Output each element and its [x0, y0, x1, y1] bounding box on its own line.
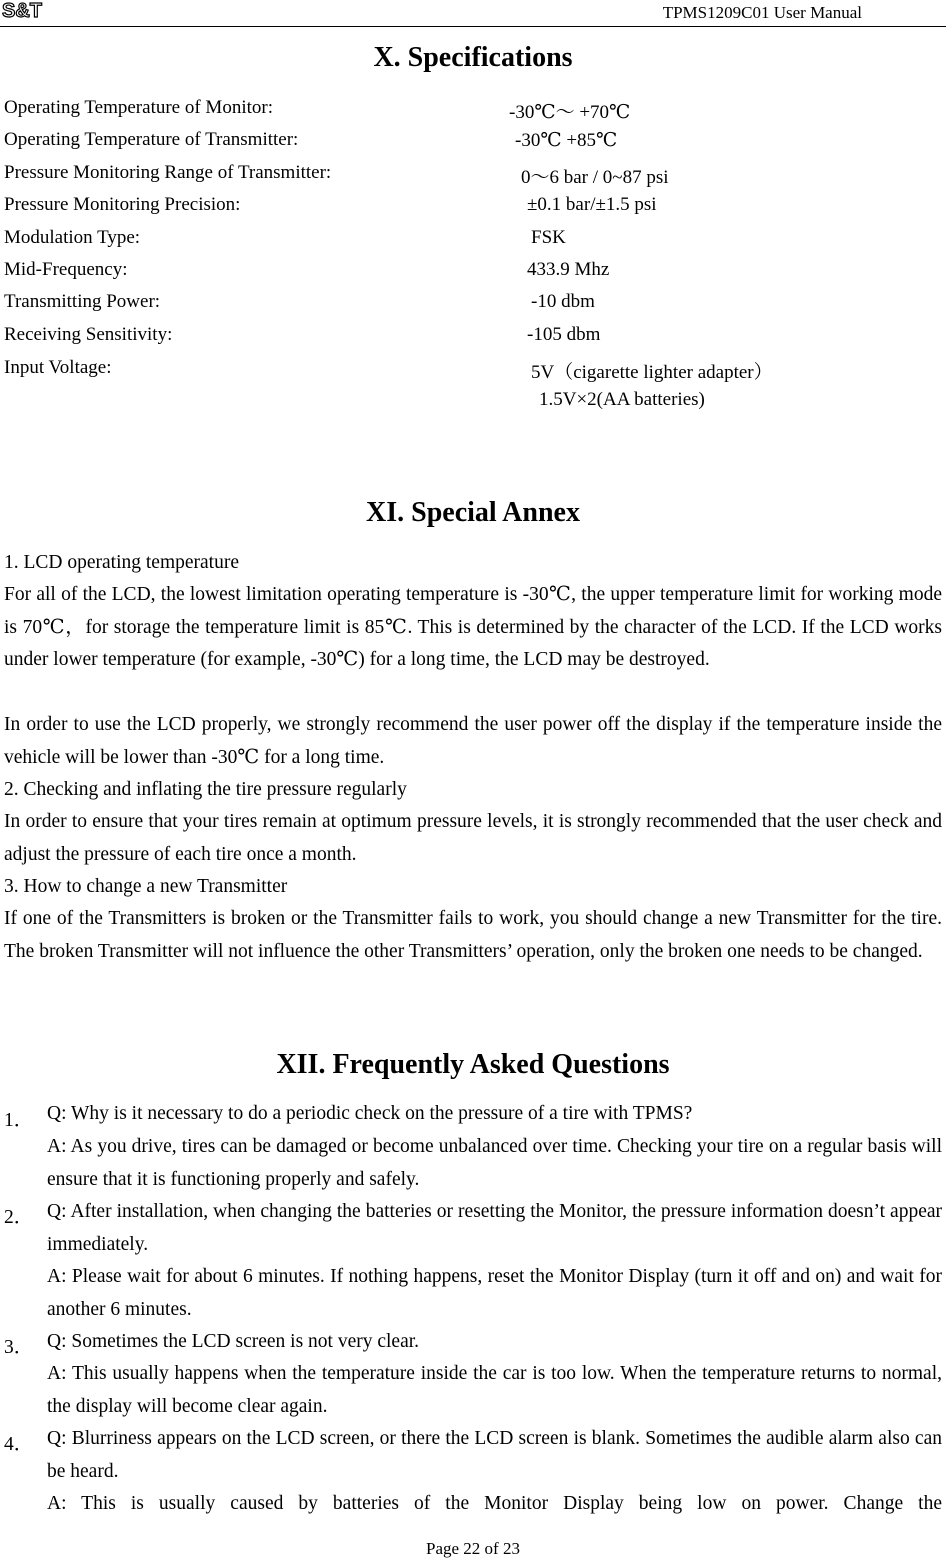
specifications-heading: X. Specifications	[373, 42, 573, 73]
spec-label: Receiving Sensitivity:	[4, 324, 173, 345]
faq-answer: A: This is usually caused by batteries of the Monitor Display being low on power. Change the	[47, 1493, 942, 1514]
annex-paragraph: For all of the LCD, the lowest limitation operating temperature is -30℃, the upper temperature limit for working mode is 70℃，for storage the temperature limit is 85℃. This is determined by the character of the LCD. If the LCD works under lower temperature (for example, -30℃) for a long time, the LCD may be destroyed.	[4, 584, 942, 670]
spec-label: Operating Temperature of Transmitter:	[4, 129, 299, 150]
spec-label: Modulation Type:	[4, 227, 141, 248]
spec-value: -10 dbm	[531, 291, 595, 312]
faq-answer: A: As you drive, tires can be damaged or become unbalanced over time. Checking your tire on a regular basis will ensure that it is functioning properly and safely.	[47, 1136, 942, 1190]
faq-answer: A: This usually happens when the temperature inside the car is too low. When the temperature returns to normal, the display will become clear again.	[47, 1363, 942, 1417]
spec-value: 5V（cigarette lighter adapter）	[531, 362, 773, 383]
faq-question: Q: After installation, when changing the batteries or resetting the Monitor, the pressure information doesn’t appear immediately.	[47, 1201, 942, 1255]
faq-number: 3．	[4, 1337, 34, 1358]
spec-value: -30℃ +85℃	[515, 130, 618, 151]
spec-value: ±0.1 bar/±1.5 psi	[527, 194, 657, 215]
manual-title: TPMS1209C01 User Manual	[662, 3, 862, 22]
spec-label: Pressure Monitoring Range of Transmitter:	[4, 162, 332, 183]
annex-item-title: 2. Checking and inflating the tire pressure regularly	[4, 779, 407, 800]
spec-value: -105 dbm	[527, 324, 601, 345]
faq-number: 2．	[4, 1207, 34, 1228]
spec-value-extra: 1.5V×2(AA batteries)	[539, 389, 705, 410]
spec-value: 433.9 Mhz	[527, 259, 610, 280]
faq-answer: A: Please wait for about 6 minutes. If nothing happens, reset the Monitor Display (turn it off and on) and wait for another 6 minutes.	[47, 1266, 942, 1320]
spec-value: 0～6 bar / 0~87 psi	[521, 167, 669, 188]
annex-item-title: 1. LCD operating temperature	[4, 552, 239, 573]
faq-question: Q: Blurriness appears on the LCD screen, or there the LCD screen is blank. Sometimes the audible alarm also can be heard.	[47, 1428, 942, 1482]
annex-paragraph: If one of the Transmitters is broken or the Transmitter fails to work, you should change a new Transmitter for the tire. The broken Transmitter will not influence the other Transmitters’ operation, only the broken one needs to be changed.	[4, 908, 942, 962]
annex-paragraph: In order to ensure that your tires remain at optimum pressure levels, it is strongly recommended that the user check and adjust the pressure of each tire once a month.	[4, 811, 942, 865]
page-header	[0, 0, 946, 27]
svg-text:S&T: S&T	[2, 0, 42, 20]
spec-label: Transmitting Power:	[4, 291, 161, 312]
faq-number: 1．	[4, 1110, 34, 1131]
company-logo	[2, 0, 72, 20]
spec-value: -30℃～ +70℃	[509, 102, 631, 123]
annex-item-title: 3. How to change a new Transmitter	[4, 876, 288, 897]
spec-label: Operating Temperature of Monitor:	[4, 97, 273, 118]
spec-value: FSK	[531, 227, 566, 248]
annex-paragraph: In order to use the LCD properly, we strongly recommend the user power off the display if the temperature inside the vehicle will be lower than -30℃ for a long time.	[4, 714, 942, 768]
page-number: Page 22 of 23	[426, 1539, 520, 1558]
faq-heading: XII. Frequently Asked Questions	[276, 1049, 670, 1080]
spec-label: Input Voltage:	[4, 357, 112, 378]
faq-number: 4．	[4, 1434, 34, 1455]
special-annex-heading: XI. Special Annex	[366, 497, 580, 528]
faq-question: Q: Sometimes the LCD screen is not very clear.	[47, 1331, 420, 1352]
faq-question: Q: Why is it necessary to do a periodic check on the pressure of a tire with TPMS?	[47, 1103, 693, 1124]
spec-label: Pressure Monitoring Precision:	[4, 194, 241, 215]
spec-label: Mid-Frequency:	[4, 259, 128, 280]
